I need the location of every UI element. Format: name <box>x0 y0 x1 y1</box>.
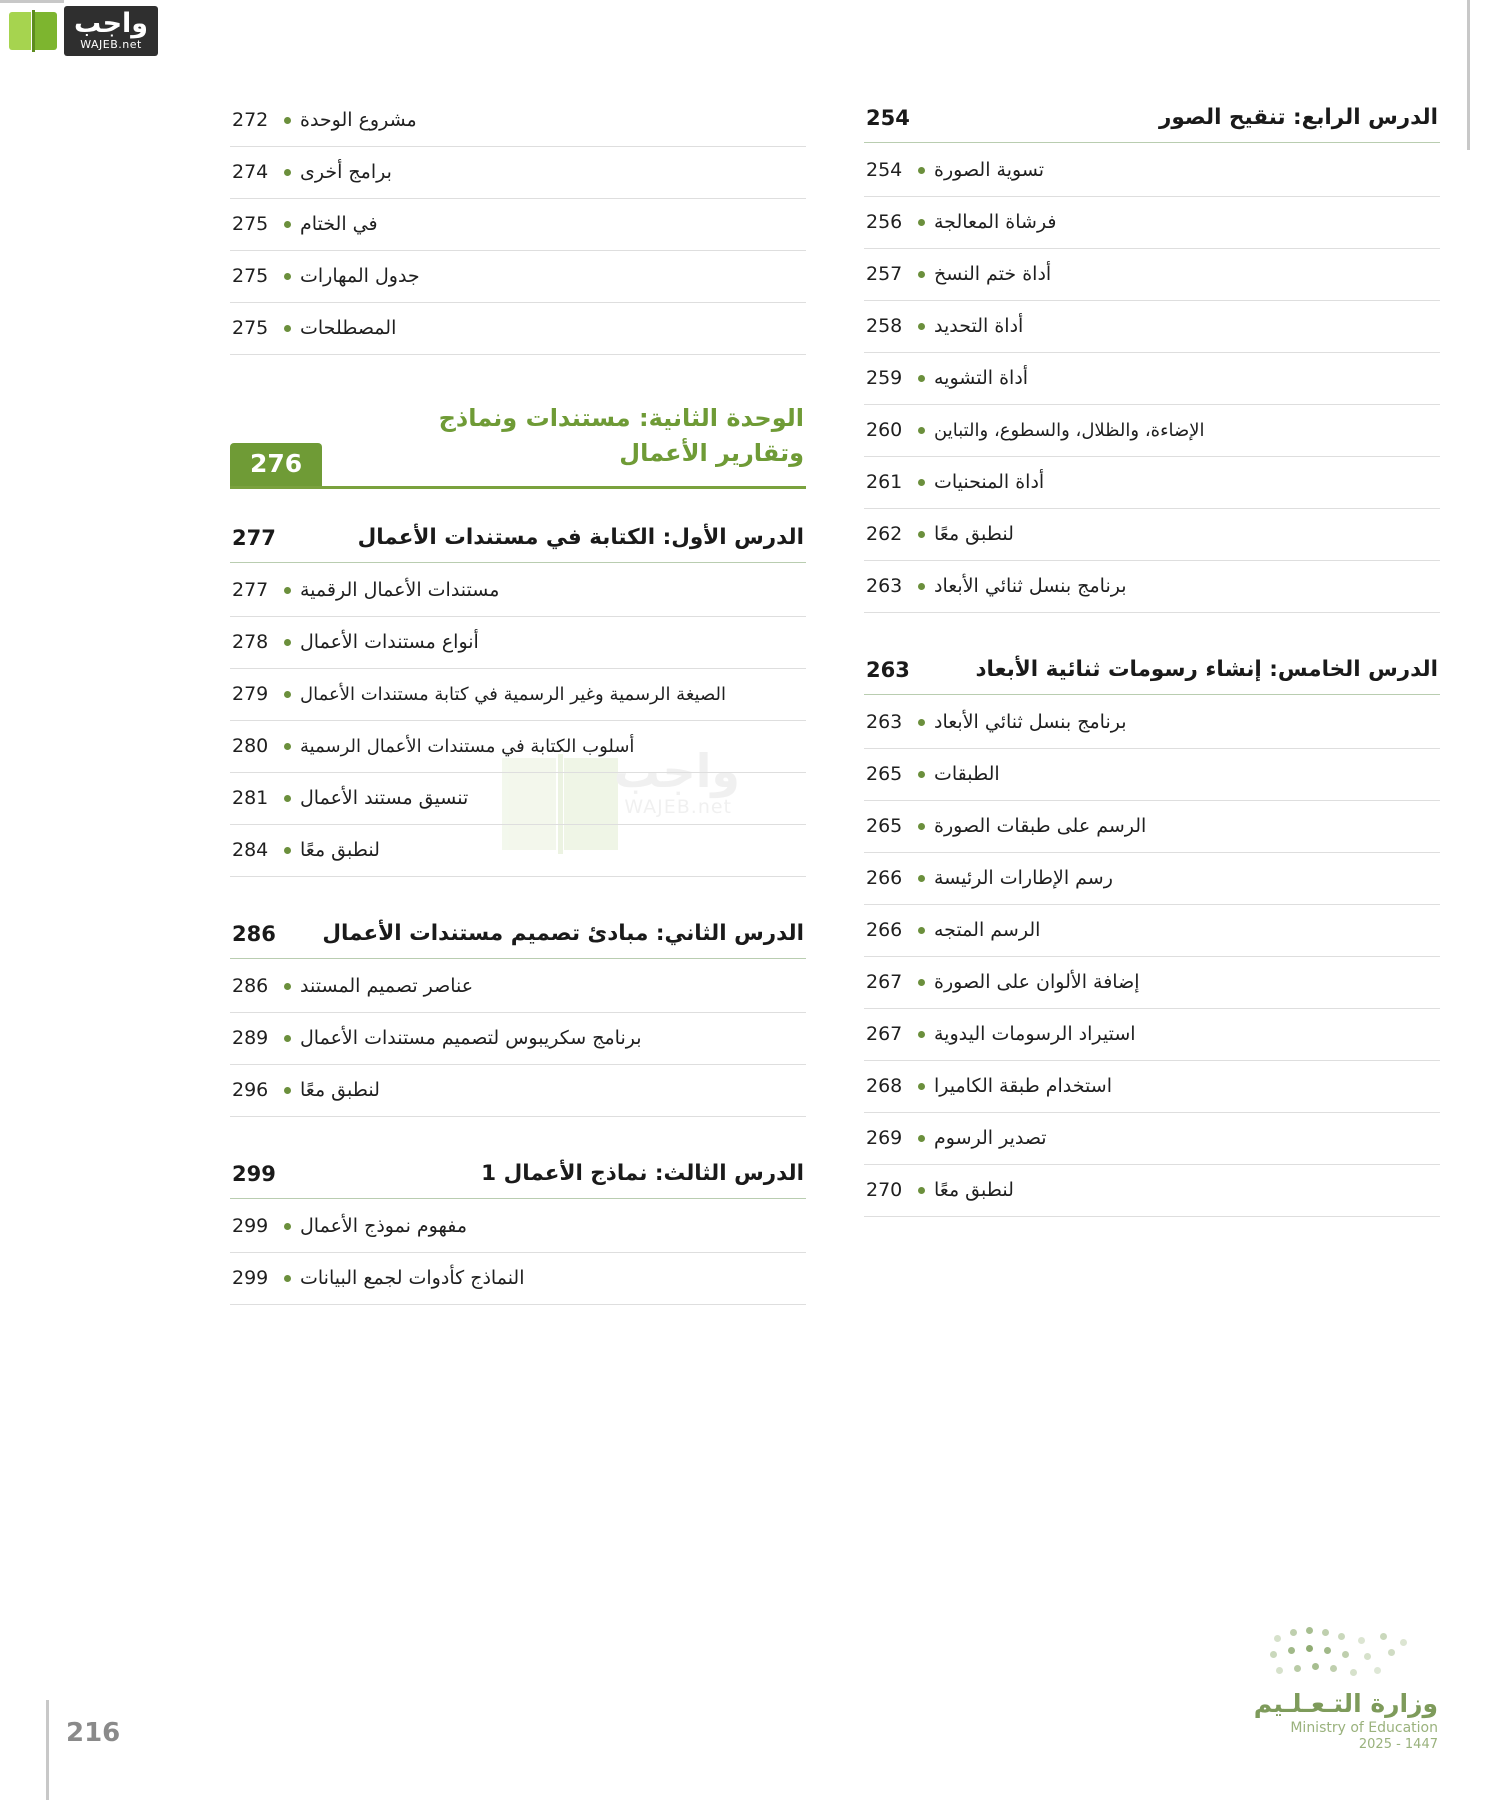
list-item[interactable] <box>864 1113 1440 1165</box>
entry-label: الصيغة الرسمية وغير الرسمية في كتابة مستندات الأعمال <box>300 683 727 705</box>
list-item[interactable] <box>864 301 1440 353</box>
unit-title: الوحدة الثانية: مستندات ونماذج وتقارير الأعمال <box>438 404 804 467</box>
list-item[interactable] <box>230 961 806 1013</box>
bullet-icon <box>918 219 925 226</box>
wajeb-logo-arabic: واجب <box>74 8 149 39</box>
entry-page: 265 <box>866 815 903 837</box>
entry-label: استخدام طبقة الكاميرا <box>934 1075 1112 1097</box>
list-item[interactable] <box>864 1009 1440 1061</box>
page-frame-mark-bottom <box>46 1700 49 1800</box>
list-item[interactable] <box>230 825 806 877</box>
list-item[interactable] <box>230 303 806 355</box>
entry-label: أداة المنحنيات <box>934 471 1045 493</box>
bullet-icon <box>284 1087 291 1094</box>
entry-label: تسوية الصورة <box>934 159 1045 181</box>
bullet-icon <box>284 1035 291 1042</box>
entry-page: 254 <box>866 159 903 181</box>
entry-page: 263 <box>866 711 903 733</box>
entry-label: مستندات الأعمال الرقمية <box>300 579 500 601</box>
entry-label: أداة التشويه <box>934 367 1029 389</box>
entry-label: برنامج بنسل ثنائي الأبعاد <box>934 711 1127 733</box>
entry-label: لنطبق معًا <box>934 1179 1014 1201</box>
watermark-arabic-text: واجب <box>613 744 740 798</box>
entry-page: 275 <box>232 317 269 339</box>
list-item[interactable] <box>230 1013 806 1065</box>
bullet-icon <box>918 1187 925 1194</box>
entry-label: برنامج سكريبوس لتصميم مستندات الأعمال <box>300 1027 642 1049</box>
list-item[interactable] <box>230 251 806 303</box>
entry-label: أسلوب الكتابة في مستندات الأعمال الرسمية <box>300 735 635 757</box>
ministry-title-ar: وزارة التـعـلـيم <box>1253 1689 1438 1718</box>
entry-label: عناصر تصميم المستند <box>300 975 474 997</box>
bullet-icon <box>918 1083 925 1090</box>
entry-label: لنطبق معًا <box>300 839 380 861</box>
toc-column-right <box>864 95 1440 1217</box>
entry-label: جدول المهارات <box>300 265 420 287</box>
entry-page: 279 <box>232 683 269 705</box>
lesson-page: 263 <box>866 657 910 682</box>
lesson-title: الدرس الرابع: تنقيح الصور <box>1159 105 1438 130</box>
list-item[interactable] <box>864 749 1440 801</box>
list-item[interactable] <box>864 697 1440 749</box>
entry-page: 277 <box>232 579 269 601</box>
entry-page: 270 <box>866 1179 903 1201</box>
entry-page: 265 <box>866 763 903 785</box>
page-frame-mark-top <box>0 0 64 3</box>
bullet-icon <box>284 983 291 990</box>
bullet-icon <box>284 273 291 280</box>
list-item[interactable] <box>864 561 1440 613</box>
entry-label: لنطبق معًا <box>934 523 1014 545</box>
bullet-icon <box>918 531 925 538</box>
entry-page: 296 <box>232 1079 269 1101</box>
bullet-icon <box>284 587 291 594</box>
list-item[interactable] <box>864 957 1440 1009</box>
list-item[interactable] <box>864 249 1440 301</box>
unit-banner[interactable] <box>230 401 806 489</box>
entry-page: 262 <box>866 523 903 545</box>
lesson-title: الدرس الثاني: مبادئ تصميم مستندات الأعمال <box>322 921 804 946</box>
entry-label: الطبقات <box>934 763 1000 785</box>
bullet-icon <box>918 479 925 486</box>
entry-page: 259 <box>866 367 903 389</box>
lesson-header[interactable] <box>864 95 1440 143</box>
wajeb-logo-latin: WAJEB.net <box>80 38 142 51</box>
bullet-icon <box>918 375 925 382</box>
bullet-icon <box>918 583 925 590</box>
list-item[interactable] <box>864 197 1440 249</box>
bullet-icon <box>284 847 291 854</box>
entry-label: رسم الإطارات الرئيسة <box>934 867 1113 889</box>
entry-page: 299 <box>232 1215 269 1237</box>
entry-page: 267 <box>866 971 903 993</box>
entry-label: إضافة الألوان على الصورة <box>934 971 1140 993</box>
entry-label: فرشاة المعالجة <box>934 211 1057 233</box>
entry-label: مفهوم نموذج الأعمال <box>300 1215 468 1237</box>
ministry-title-en: Ministry of Education <box>1290 1720 1438 1736</box>
list-item[interactable] <box>230 773 806 825</box>
list-item[interactable] <box>230 147 806 199</box>
wajeb-logo <box>8 6 158 56</box>
list-item[interactable] <box>230 617 806 669</box>
page-frame-mark-right <box>1467 0 1470 150</box>
entry-label: في الختام <box>300 213 378 235</box>
entry-label: تنسيق مستند الأعمال <box>300 787 469 809</box>
entry-page: 274 <box>232 161 269 183</box>
bullet-icon <box>918 427 925 434</box>
list-item[interactable] <box>864 405 1440 457</box>
bullet-icon <box>284 1275 291 1282</box>
wajeb-logo-badge <box>64 6 158 56</box>
list-item[interactable] <box>230 565 806 617</box>
bullet-icon <box>918 1135 925 1142</box>
toc-column-left <box>230 95 806 1305</box>
list-item[interactable] <box>864 1061 1440 1113</box>
bullet-icon <box>284 639 291 646</box>
bullet-icon <box>918 323 925 330</box>
list-item[interactable] <box>230 1253 806 1305</box>
entry-page: 280 <box>232 735 269 757</box>
lesson-header[interactable] <box>230 911 806 959</box>
list-item[interactable] <box>864 353 1440 405</box>
bullet-icon <box>918 771 925 778</box>
lesson-page: 277 <box>232 525 276 550</box>
entry-label: النماذج كأدوات لجمع البيانات <box>300 1267 525 1289</box>
list-item[interactable] <box>230 1065 806 1117</box>
list-item[interactable] <box>864 145 1440 197</box>
ministry-logo-mark <box>1268 1627 1438 1679</box>
entry-label: أنواع مستندات الأعمال <box>300 631 479 653</box>
bullet-icon <box>284 743 291 750</box>
bullet-icon <box>918 979 925 986</box>
entry-page: 278 <box>232 631 269 653</box>
lesson-page: 254 <box>866 105 910 130</box>
bullet-icon <box>918 1031 925 1038</box>
entry-page: 281 <box>232 787 269 809</box>
entry-page: 284 <box>232 839 269 861</box>
entry-label: برنامج بنسل ثنائي الأبعاد <box>934 575 1127 597</box>
bullet-icon <box>918 823 925 830</box>
list-item[interactable] <box>230 721 806 773</box>
entry-label: الرسم على طبقات الصورة <box>934 815 1147 837</box>
entry-label: الإضاءة، والظلال، والسطوع، والتباين <box>934 419 1205 441</box>
entry-page: 268 <box>866 1075 903 1097</box>
lesson-header[interactable] <box>864 647 1440 695</box>
open-book-icon <box>8 8 58 54</box>
entry-label: أداة ختم النسخ <box>934 263 1052 285</box>
bullet-icon <box>284 169 291 176</box>
continued-entries-group <box>230 95 806 355</box>
lesson-title: الدرس الخامس: إنشاء رسومات ثنائية الأبعاد <box>975 657 1438 682</box>
bullet-icon <box>918 719 925 726</box>
bullet-icon <box>284 325 291 332</box>
entry-page: 266 <box>866 919 903 941</box>
entry-page: 275 <box>232 213 269 235</box>
entry-label: مشروع الوحدة <box>300 109 417 131</box>
entry-page: 286 <box>232 975 269 997</box>
entry-page: 289 <box>232 1027 269 1049</box>
bullet-icon <box>918 271 925 278</box>
bullet-icon <box>284 1223 291 1230</box>
list-item[interactable] <box>230 199 806 251</box>
table-of-contents <box>60 95 1440 1740</box>
entry-label: تصدير الرسوم <box>934 1127 1047 1149</box>
entry-page: 272 <box>232 109 269 131</box>
page-number: 216 <box>66 1718 121 1748</box>
bullet-icon <box>918 167 925 174</box>
lesson-title: الدرس الثالث: نماذج الأعمال 1 <box>481 1161 804 1186</box>
list-item[interactable] <box>864 801 1440 853</box>
entry-page: 275 <box>232 265 269 287</box>
entry-page: 299 <box>232 1267 269 1289</box>
entry-page: 256 <box>866 211 903 233</box>
list-item[interactable] <box>230 669 806 721</box>
lesson-header[interactable] <box>230 515 806 563</box>
list-item[interactable] <box>864 905 1440 957</box>
list-item[interactable] <box>230 1201 806 1253</box>
bullet-icon <box>284 795 291 802</box>
lesson-title: الدرس الأول: الكتابة في مستندات الأعمال <box>357 525 804 550</box>
watermark-latin-text: WAJEB.net <box>624 796 732 818</box>
entry-page: 269 <box>866 1127 903 1149</box>
entry-page: 266 <box>866 867 903 889</box>
lesson-page: 286 <box>232 921 276 946</box>
bullet-icon <box>284 221 291 228</box>
entry-page: 261 <box>866 471 903 493</box>
list-item[interactable] <box>864 457 1440 509</box>
lesson-page: 299 <box>232 1161 276 1186</box>
entry-page: 260 <box>866 419 903 441</box>
list-item[interactable] <box>864 1165 1440 1217</box>
list-item[interactable] <box>864 509 1440 561</box>
unit-page-badge: 276 <box>230 443 322 486</box>
bullet-icon <box>284 117 291 124</box>
entry-page: 267 <box>866 1023 903 1045</box>
entry-label: لنطبق معًا <box>300 1079 380 1101</box>
entry-label: المصطلحات <box>300 317 397 339</box>
entry-page: 257 <box>866 263 903 285</box>
ministry-logo <box>1178 1627 1438 1752</box>
bullet-icon <box>284 691 291 698</box>
entry-label: برامج أخرى <box>300 161 392 183</box>
ministry-year: 2025 - 1447 <box>1358 1737 1438 1752</box>
lesson-header[interactable] <box>230 1151 806 1199</box>
entry-page: 258 <box>866 315 903 337</box>
entry-page: 263 <box>866 575 903 597</box>
list-item[interactable] <box>230 95 806 147</box>
entry-label: أداة التحديد <box>934 315 1024 337</box>
unit-divider <box>230 486 806 489</box>
list-item[interactable] <box>864 853 1440 905</box>
entry-label: الرسم المتجه <box>934 919 1041 941</box>
bullet-icon <box>918 875 925 882</box>
bullet-icon <box>918 927 925 934</box>
entry-label: استيراد الرسومات اليدوية <box>934 1023 1136 1045</box>
